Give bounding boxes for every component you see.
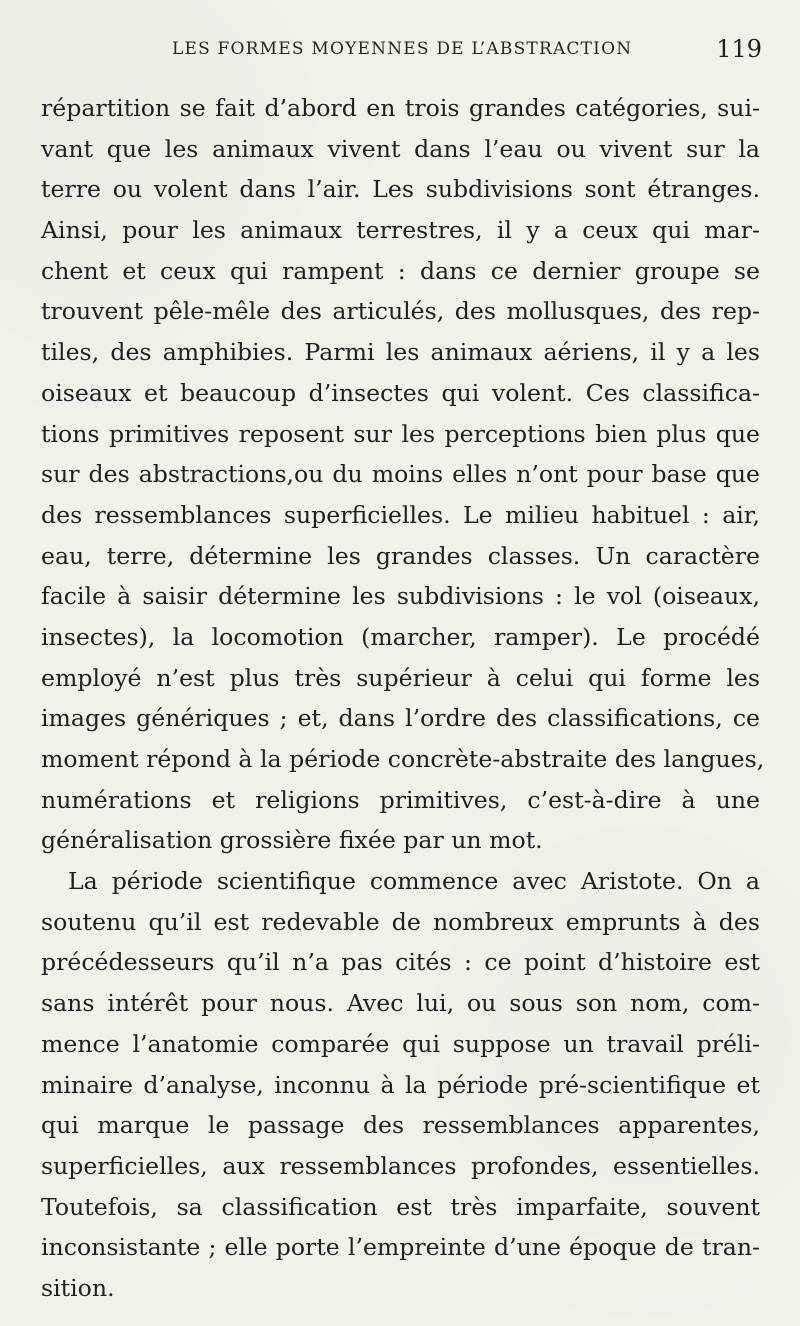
text-line: généralisation grossière fixée par un mot. xyxy=(41,826,543,855)
text-line: oiseaux et beaucoup d’insectes qui volent. Ces classifica- xyxy=(41,378,760,407)
text-line: précédesseurs qu’il n’a pas cités : ce point d’histoire est xyxy=(41,948,760,977)
page-content xyxy=(41,88,765,1309)
text-line: insectes), la locomotion (marcher, ramper). Le procédé xyxy=(41,622,760,651)
text-line: trouvent pêle-mêle des articulés, des mollusques, des rep- xyxy=(41,297,760,326)
text-line: terre ou volent dans l’air. Les subdivisions sont étranges. xyxy=(41,175,760,204)
text-line: soutenu qu’il est redevable de nombreux emprunts à des xyxy=(41,907,760,936)
text-line: sition. xyxy=(41,1273,115,1302)
text-line: moment répond à la période concrète-abstraite des langues, xyxy=(41,745,765,773)
text-line: sans intérêt pour nous. Avec lui, ou sous son nom, com- xyxy=(41,989,760,1018)
text-line: numérations et religions primitives, c’est-à-dire à une xyxy=(41,785,760,814)
text-line: superficielles, aux ressemblances profondes, essentielles. xyxy=(41,1151,760,1180)
text-line: Toutefois, sa classification est très imparfaite, souvent xyxy=(41,1192,760,1221)
text-line: qui marque le passage des ressemblances apparentes, xyxy=(41,1111,760,1140)
text-line: images génériques ; et, dans l’ordre des classifications, ce xyxy=(41,704,760,733)
text-line: La période scientifique commence avec Aristote. On a xyxy=(68,867,760,896)
text-line: mence l’anatomie comparée qui suppose un travail préli- xyxy=(41,1029,760,1058)
text-line: tiles, des amphibies. Parmi les animaux aériens, il y a les xyxy=(41,338,760,367)
page-number: 119 xyxy=(716,35,762,63)
running-title: LES FORMES MOYENNES DE L’ABSTRACTION xyxy=(172,39,633,59)
text-line: eau, terre, détermine les grandes classes. Un caractère xyxy=(41,541,760,570)
text-line: vant que les animaux vivent dans l’eau ou vivent sur la xyxy=(41,134,760,163)
text-line: minaire d’analyse, inconnu à la période pré-scientifique et xyxy=(41,1070,760,1099)
text-line: employé n’est plus très supérieur à celui qui forme les xyxy=(41,663,760,692)
text-line: inconsistante ; elle porte l’empreinte d’une époque de tran- xyxy=(41,1233,760,1262)
text-line: facile à saisir détermine les subdivisions : le vol (oiseaux, xyxy=(41,582,760,611)
text-line: sur des abstractions,ou du moins elles n’ont pour base que xyxy=(41,460,760,489)
text-line: Ainsi, pour les animaux terrestres, il y a ceux qui mar- xyxy=(41,216,760,245)
text-line: tions primitives reposent sur les perceptions bien plus que xyxy=(41,419,760,448)
paragraph xyxy=(41,861,760,1309)
text-line: chent et ceux qui rampent : dans ce dernier groupe se xyxy=(41,256,760,285)
text-line: des ressemblances superficielles. Le milieu habituel : air, xyxy=(41,500,760,529)
text-line: répartition se fait d’abord en trois grandes catégories, sui- xyxy=(41,94,760,122)
running-header xyxy=(0,34,800,64)
paragraph xyxy=(41,88,765,861)
